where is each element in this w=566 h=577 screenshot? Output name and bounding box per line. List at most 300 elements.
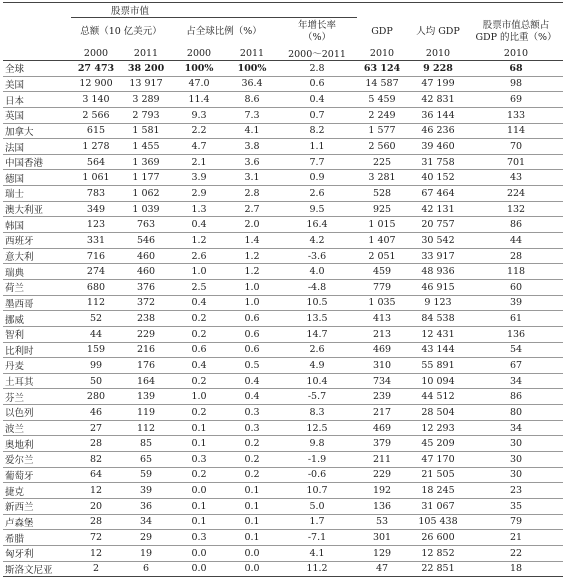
year-2010-gdp-pc: 2010 [407,46,469,61]
cell-total-2011: 2 793 [121,107,171,123]
cell-growth: -0.6 [277,467,357,483]
cell-share-2011: 36.4 [227,76,277,92]
cell-total-2011: 39 [121,483,171,499]
cell-growth: 10.7 [277,483,357,499]
cell-country: 比利时 [3,342,71,358]
cell-gdp: 1 577 [357,123,407,139]
cell-growth: 0.6 [277,76,357,92]
cell-share-2000: 0.1 [171,436,227,452]
cell-ratio: 30 [469,436,563,452]
cell-gdp: 53 [357,514,407,530]
table-row [3,342,563,358]
cell-growth: -4.8 [277,279,357,295]
year-2000-total: 2000 [71,46,121,61]
cell-gdp: 469 [357,420,407,436]
table-row [3,467,563,483]
cell-gdp: 2 249 [357,107,407,123]
table-row [3,76,563,92]
cell-country: 挪威 [3,311,71,327]
cell-share-2000: 0.2 [171,311,227,327]
cell-growth: 11.2 [277,561,357,577]
table-body [3,61,563,577]
table-row [3,92,563,108]
cell-total-2011: 13 917 [121,76,171,92]
cell-share-2000: 0.3 [171,530,227,546]
cell-country: 卢森堡 [3,514,71,530]
cell-ratio: 118 [469,264,563,280]
cell-share-2011: 3.8 [227,139,277,155]
cell-gdp: 1 015 [357,217,407,233]
cell-total-2011: 59 [121,467,171,483]
cell-gdp-pc: 20 757 [407,217,469,233]
table-row [3,561,563,577]
cell-country: 捷克 [3,483,71,499]
cell-total-2011: 1 039 [121,201,171,217]
table-row [3,139,563,155]
cell-total-2011: 1 177 [121,170,171,186]
cell-total-2011: 65 [121,452,171,468]
cell-total-2000: 52 [71,311,121,327]
table-row [3,358,563,374]
cell-total-2011: 376 [121,279,171,295]
table-row [3,530,563,546]
year-2011-share: 2011 [227,46,277,61]
col-ratio-header: 股票市值总额占 GDP 的比重（%） [475,19,557,43]
cell-growth: 14.7 [277,326,357,342]
cell-total-2000: 44 [71,326,121,342]
cell-total-2011: 372 [121,295,171,311]
cell-share-2000: 0.1 [171,498,227,514]
cell-share-2011: 7.3 [227,107,277,123]
table-row [3,279,563,295]
cell-share-2011: 0.2 [227,452,277,468]
col-share-header: 占全球比例（%） [171,18,277,47]
cell-country: 瑞典 [3,264,71,280]
cell-share-2000: 0.0 [171,483,227,499]
cell-total-2011: 34 [121,514,171,530]
cell-ratio: 23 [469,483,563,499]
cell-total-2000: 82 [71,452,121,468]
cell-total-2000: 27 473 [71,61,121,77]
cell-gdp: 225 [357,154,407,170]
cell-share-2011: 0.1 [227,514,277,530]
cell-ratio: 28 [469,248,563,264]
cell-country: 奥地利 [3,436,71,452]
cell-gdp: 2 051 [357,248,407,264]
group-label: 股票市值 [71,3,171,18]
cell-total-2011: 546 [121,233,171,249]
cell-total-2000: 783 [71,186,121,202]
cell-total-2000: 28 [71,436,121,452]
table-row [3,61,563,77]
cell-ratio: 224 [469,186,563,202]
cell-ratio: 133 [469,107,563,123]
cell-share-2011: 3.1 [227,170,277,186]
cell-total-2000: 564 [71,154,121,170]
cell-gdp-pc: 42 831 [407,92,469,108]
cell-total-2000: 331 [71,233,121,249]
cell-share-2000: 2.2 [171,123,227,139]
cell-growth: 0.7 [277,107,357,123]
cell-gdp: 129 [357,545,407,561]
cell-ratio: 18 [469,561,563,577]
cell-total-2011: 119 [121,405,171,421]
cell-country: 法国 [3,139,71,155]
cell-share-2011: 0.2 [227,436,277,452]
cell-growth: 7.7 [277,154,357,170]
cell-ratio: 136 [469,326,563,342]
cell-country: 加拿大 [3,123,71,139]
cell-gdp-pc: 105 438 [407,514,469,530]
cell-share-2000: 2.5 [171,279,227,295]
cell-gdp-pc: 48 936 [407,264,469,280]
cell-total-2000: 64 [71,467,121,483]
cell-gdp-pc: 21 505 [407,467,469,483]
cell-growth: 13.5 [277,311,357,327]
cell-ratio: 34 [469,373,563,389]
cell-total-2000: 680 [71,279,121,295]
cell-ratio: 44 [469,233,563,249]
cell-share-2011: 0.6 [227,342,277,358]
cell-share-2000: 100% [171,61,227,77]
table-row [3,514,563,530]
cell-share-2011: 2.7 [227,201,277,217]
cell-share-2000: 2.1 [171,154,227,170]
cell-gdp-pc: 31 067 [407,498,469,514]
cell-gdp: 3 281 [357,170,407,186]
cell-total-2011: 1 581 [121,123,171,139]
cell-gdp-pc: 18 245 [407,483,469,499]
cell-country: 墨西哥 [3,295,71,311]
header-group-row [3,3,563,18]
col-growth-header: 年增长率 （%） [277,18,357,47]
cell-ratio: 701 [469,154,563,170]
cell-share-2011: 100% [227,61,277,77]
cell-ratio: 21 [469,530,563,546]
cell-gdp: 925 [357,201,407,217]
cell-ratio: 70 [469,139,563,155]
cell-total-2000: 112 [71,295,121,311]
cell-total-2000: 2 566 [71,107,121,123]
cell-ratio: 79 [469,514,563,530]
cell-ratio: 61 [469,311,563,327]
cell-country: 芬兰 [3,389,71,405]
cell-share-2011: 0.0 [227,545,277,561]
cell-gdp: 229 [357,467,407,483]
cell-gdp: 1 407 [357,233,407,249]
cell-ratio: 39 [469,295,563,311]
cell-country: 英国 [3,107,71,123]
cell-ratio: 86 [469,217,563,233]
year-2010-gdp: 2010 [357,46,407,61]
cell-share-2011: 0.4 [227,389,277,405]
table-row [3,389,563,405]
cell-gdp: 213 [357,326,407,342]
cell-gdp-pc: 30 542 [407,233,469,249]
table-row [3,373,563,389]
table-row [3,264,563,280]
cell-country: 葡萄牙 [3,467,71,483]
year-2000-share: 2000 [171,46,227,61]
year-range-growth: 2000～2011 [277,46,357,61]
cell-total-2011: 216 [121,342,171,358]
cell-total-2000: 12 [71,545,121,561]
cell-gdp-pc: 55 891 [407,358,469,374]
cell-country: 韩国 [3,217,71,233]
table-row [3,452,563,468]
cell-total-2000: 2 [71,561,121,577]
cell-total-2000: 159 [71,342,121,358]
cell-ratio: 132 [469,201,563,217]
cell-total-2000: 349 [71,201,121,217]
cell-growth: 2.8 [277,61,357,77]
cell-ratio: 34 [469,420,563,436]
cell-share-2011: 0.5 [227,358,277,374]
cell-country: 新西兰 [3,498,71,514]
cell-gdp: 310 [357,358,407,374]
cell-total-2000: 615 [71,123,121,139]
cell-share-2000: 0.1 [171,514,227,530]
cell-gdp: 779 [357,279,407,295]
cell-ratio: 67 [469,358,563,374]
cell-country: 以色列 [3,405,71,421]
cell-share-2000: 0.3 [171,452,227,468]
cell-share-2011: 1.4 [227,233,277,249]
cell-gdp-pc: 10 094 [407,373,469,389]
cell-share-2000: 11.4 [171,92,227,108]
cell-country: 西班牙 [3,233,71,249]
table-row [3,248,563,264]
cell-gdp-pc: 44 512 [407,389,469,405]
cell-country: 匈牙利 [3,545,71,561]
cell-total-2000: 1 061 [71,170,121,186]
cell-ratio: 69 [469,92,563,108]
cell-growth: 4.1 [277,545,357,561]
cell-share-2000: 0.1 [171,420,227,436]
cell-share-2011: 8.6 [227,92,277,108]
table-row [3,436,563,452]
cell-share-2000: 0.0 [171,545,227,561]
cell-gdp-pc: 12 431 [407,326,469,342]
cell-gdp: 47 [357,561,407,577]
cell-total-2000: 1 278 [71,139,121,155]
cell-total-2011: 36 [121,498,171,514]
cell-share-2000: 0.4 [171,217,227,233]
cell-ratio: 22 [469,545,563,561]
table-row [3,483,563,499]
cell-gdp: 301 [357,530,407,546]
cell-gdp: 413 [357,311,407,327]
cell-share-2011: 0.6 [227,326,277,342]
cell-country: 丹麦 [3,358,71,374]
cell-growth: 8.2 [277,123,357,139]
cell-share-2000: 0.2 [171,405,227,421]
cell-ratio: 43 [469,170,563,186]
cell-gdp-pc: 22 851 [407,561,469,577]
cell-share-2011: 0.1 [227,483,277,499]
cell-share-2011: 1.2 [227,248,277,264]
cell-share-2000: 1.0 [171,264,227,280]
cell-total-2000: 46 [71,405,121,421]
table-row [3,107,563,123]
cell-country: 中国香港 [3,154,71,170]
cell-total-2011: 85 [121,436,171,452]
cell-share-2011: 4.1 [227,123,277,139]
cell-share-2011: 1.0 [227,295,277,311]
cell-share-2011: 3.6 [227,154,277,170]
cell-gdp-pc: 43 144 [407,342,469,358]
cell-total-2011: 6 [121,561,171,577]
cell-total-2011: 112 [121,420,171,436]
cell-share-2000: 0.4 [171,295,227,311]
table-row [3,311,563,327]
cell-country: 瑞士 [3,186,71,202]
cell-total-2000: 20 [71,498,121,514]
cell-ratio: 86 [469,389,563,405]
table-row [3,154,563,170]
cell-total-2000: 27 [71,420,121,436]
cell-share-2000: 9.3 [171,107,227,123]
cell-growth: -7.1 [277,530,357,546]
header-year-row [3,46,563,61]
cell-country: 美国 [3,76,71,92]
cell-gdp-pc: 39 460 [407,139,469,155]
cell-gdp-pc: 45 209 [407,436,469,452]
cell-total-2000: 72 [71,530,121,546]
cell-share-2011: 0.3 [227,405,277,421]
cell-ratio: 80 [469,405,563,421]
cell-growth: 8.3 [277,405,357,421]
cell-country: 爱尔兰 [3,452,71,468]
cell-gdp: 528 [357,186,407,202]
cell-total-2000: 280 [71,389,121,405]
cell-share-2000: 1.2 [171,233,227,249]
cell-gdp: 734 [357,373,407,389]
cell-country: 澳大利亚 [3,201,71,217]
col-total-header: 总额（10 亿美元） [71,18,171,47]
cell-growth: 9.5 [277,201,357,217]
cell-total-2011: 38 200 [121,61,171,77]
cell-share-2011: 0.1 [227,530,277,546]
cell-country: 土耳其 [3,373,71,389]
cell-gdp-pc: 33 917 [407,248,469,264]
cell-growth: -1.9 [277,452,357,468]
cell-share-2000: 2.9 [171,186,227,202]
cell-share-2011: 2.0 [227,217,277,233]
cell-total-2000: 274 [71,264,121,280]
cell-growth: 4.2 [277,233,357,249]
cell-gdp-pc: 26 600 [407,530,469,546]
cell-total-2011: 1 369 [121,154,171,170]
cell-total-2011: 29 [121,530,171,546]
cell-share-2011: 0.0 [227,561,277,577]
cell-total-2011: 19 [121,545,171,561]
cell-growth: 16.4 [277,217,357,233]
cell-share-2000: 1.3 [171,201,227,217]
cell-growth: 4.9 [277,358,357,374]
cell-country: 日本 [3,92,71,108]
cell-growth: -3.6 [277,248,357,264]
cell-growth: 12.5 [277,420,357,436]
cell-gdp: 1 035 [357,295,407,311]
cell-growth: 1.1 [277,139,357,155]
cell-share-2011: 2.8 [227,186,277,202]
cell-gdp: 211 [357,452,407,468]
cell-total-2000: 28 [71,514,121,530]
table-row [3,233,563,249]
cell-share-2000: 0.2 [171,467,227,483]
cell-share-2011: 0.1 [227,498,277,514]
cell-total-2011: 229 [121,326,171,342]
table-row [3,217,563,233]
cell-ratio: 30 [469,467,563,483]
cell-gdp-pc: 12 293 [407,420,469,436]
cell-gdp-pc: 9 228 [407,61,469,77]
cell-growth: 2.6 [277,342,357,358]
cell-gdp-pc: 42 131 [407,201,469,217]
cell-share-2011: 0.2 [227,467,277,483]
cell-gdp-pc: 40 152 [407,170,469,186]
cell-share-2000: 0.4 [171,358,227,374]
cell-gdp: 239 [357,389,407,405]
table-row [3,420,563,436]
cell-ratio: 114 [469,123,563,139]
cell-total-2000: 99 [71,358,121,374]
table-row [3,545,563,561]
table-row [3,405,563,421]
cell-gdp-pc: 47 170 [407,452,469,468]
cell-ratio: 54 [469,342,563,358]
cell-growth: 5.0 [277,498,357,514]
table-row [3,295,563,311]
cell-growth: 2.6 [277,186,357,202]
cell-country: 波兰 [3,420,71,436]
cell-share-2000: 47.0 [171,76,227,92]
cell-ratio: 35 [469,498,563,514]
cell-share-2000: 2.6 [171,248,227,264]
cell-gdp: 379 [357,436,407,452]
cell-growth: 10.4 [277,373,357,389]
cell-total-2011: 460 [121,264,171,280]
cell-gdp-pc: 12 852 [407,545,469,561]
col-gdp-pc-header: 人均 GDP [416,25,460,37]
cell-total-2011: 1 062 [121,186,171,202]
cell-gdp-pc: 31 758 [407,154,469,170]
cell-ratio: 68 [469,61,563,77]
table-row [3,201,563,217]
cell-total-2000: 12 900 [71,76,121,92]
cell-gdp: 192 [357,483,407,499]
cell-gdp: 217 [357,405,407,421]
cell-total-2000: 123 [71,217,121,233]
cell-share-2000: 0.2 [171,373,227,389]
cell-total-2000: 12 [71,483,121,499]
cell-share-2000: 0.6 [171,342,227,358]
cell-gdp-pc: 84 538 [407,311,469,327]
table-row [3,498,563,514]
cell-gdp-pc: 28 504 [407,405,469,421]
cell-share-2011: 0.6 [227,311,277,327]
cell-ratio: 30 [469,452,563,468]
cell-country: 智利 [3,326,71,342]
cell-share-2000: 4.7 [171,139,227,155]
table-row [3,123,563,139]
cell-gdp-pc: 67 464 [407,186,469,202]
table-row [3,186,563,202]
cell-share-2000: 0.0 [171,561,227,577]
cell-growth: 1.7 [277,514,357,530]
cell-gdp-pc: 47 199 [407,76,469,92]
